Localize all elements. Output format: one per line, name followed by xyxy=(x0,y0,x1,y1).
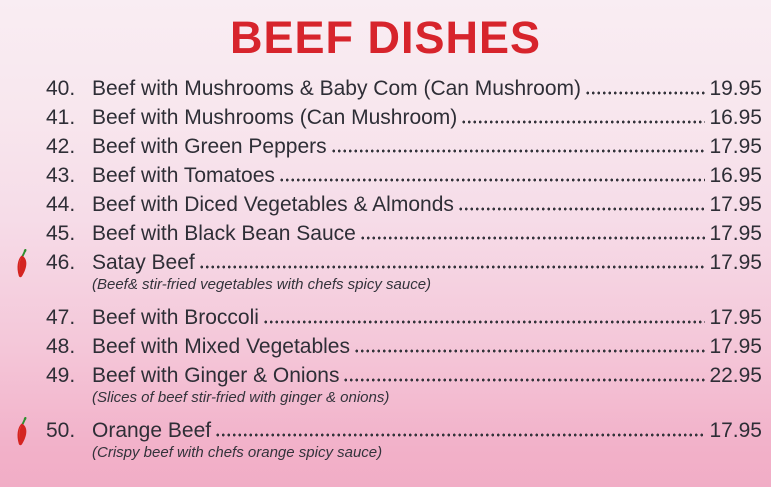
menu-item-price: 19.95 xyxy=(709,77,762,100)
menu-item-body xyxy=(92,361,762,416)
menu-item-body xyxy=(92,416,762,471)
menu-item-name: Orange Beef xyxy=(92,419,212,442)
menu-item-line xyxy=(92,416,762,445)
menu-item xyxy=(6,103,762,132)
menu-item-number: 48. xyxy=(46,335,76,358)
chili-pepper-icon xyxy=(6,416,46,445)
menu-item-line xyxy=(92,74,762,103)
menu-item-body xyxy=(92,132,762,161)
menu-item-price: 22.95 xyxy=(709,364,762,387)
dot-leader xyxy=(354,349,705,353)
menu-item-name: Beef with Mushrooms & Baby Com (Can Mushroom) xyxy=(92,77,581,100)
menu-item-name: Beef with Black Bean Sauce xyxy=(92,222,356,245)
dot-leader xyxy=(343,378,705,382)
menu-item-number: 41. xyxy=(46,106,76,129)
menu-item-price: 17.95 xyxy=(709,335,762,358)
menu-item-number: 40. xyxy=(46,77,76,100)
dot-leader xyxy=(263,320,705,324)
chili-pepper-icon xyxy=(6,103,46,132)
menu-item-line xyxy=(92,332,762,361)
menu-item xyxy=(6,132,762,161)
menu-item-body xyxy=(92,103,762,132)
menu-item-body xyxy=(92,190,762,219)
menu-item-number: 47. xyxy=(46,306,76,329)
menu-item xyxy=(6,416,762,471)
menu-item-name: Satay Beef xyxy=(92,251,195,274)
menu-item-body xyxy=(92,219,762,248)
menu-item-number: 46. xyxy=(46,251,76,274)
dot-leader xyxy=(215,433,705,437)
menu-item-body xyxy=(92,248,762,303)
menu-item-number: 43. xyxy=(46,164,76,187)
menu-item-body xyxy=(92,74,762,103)
chili-pepper-icon xyxy=(6,303,46,332)
chili-pepper-icon xyxy=(6,361,46,390)
menu-item-number: 50. xyxy=(46,419,76,442)
menu-item-body xyxy=(92,332,762,361)
menu-item-line xyxy=(92,103,762,132)
menu-item-line xyxy=(92,161,762,190)
menu-list xyxy=(0,72,771,471)
menu-item-line xyxy=(92,303,762,332)
menu-item xyxy=(6,190,762,219)
menu-item-name: Beef with Tomatoes xyxy=(92,164,275,187)
menu-item xyxy=(6,161,762,190)
menu-item-price: 17.95 xyxy=(709,306,762,329)
menu-item xyxy=(6,303,762,332)
chili-pepper-icon xyxy=(6,219,46,248)
menu-item-number: 42. xyxy=(46,135,76,158)
dot-leader xyxy=(360,236,705,240)
menu-item-name: Beef with Broccoli xyxy=(92,306,259,329)
chili-pepper-icon xyxy=(6,190,46,219)
menu-item-description: (Beef& stir-fried vegetables with chefs spicy sauce) xyxy=(92,276,432,293)
menu-item-name: Beef with Mixed Vegetables xyxy=(92,335,350,358)
menu-item-number: 45. xyxy=(46,222,76,245)
menu-item-price: 16.95 xyxy=(709,164,762,187)
menu-item-description: (Slices of beef stir-fried with ginger & onions) xyxy=(92,389,390,406)
menu-item-description: (Crispy beef with chefs orange spicy sauce) xyxy=(92,444,383,461)
menu-item xyxy=(6,219,762,248)
menu-item-name: Beef with Green Peppers xyxy=(92,135,327,158)
dot-leader xyxy=(458,207,705,211)
menu-item-price: 17.95 xyxy=(709,193,762,216)
menu-item-name: Beef with Mushrooms (Can Mushroom) xyxy=(92,106,458,129)
menu-item xyxy=(6,74,762,103)
menu-item-line xyxy=(92,132,762,161)
menu-item-line xyxy=(92,219,762,248)
chili-pepper-icon xyxy=(6,74,46,103)
dot-leader xyxy=(461,120,705,124)
menu-item xyxy=(6,361,762,416)
chili-pepper-icon xyxy=(6,132,46,161)
menu-item-price: 17.95 xyxy=(709,135,762,158)
menu-item xyxy=(6,248,762,303)
menu-item-line xyxy=(92,248,762,277)
page-title: BEEF DISHES xyxy=(229,12,542,63)
menu-item-body xyxy=(92,161,762,190)
chili-pepper-icon xyxy=(6,332,46,361)
menu-item-name: Beef with Diced Vegetables & Almonds xyxy=(92,193,454,216)
menu-item-price: 17.95 xyxy=(709,419,762,442)
chili-pepper-icon xyxy=(6,161,46,190)
menu-item-number: 44. xyxy=(46,193,76,216)
chili-pepper-icon xyxy=(6,248,46,277)
menu-item-price: 17.95 xyxy=(709,222,762,245)
menu-item-price: 16.95 xyxy=(709,106,762,129)
dot-leader xyxy=(585,91,705,95)
menu-item xyxy=(6,332,762,361)
menu-item-number: 49. xyxy=(46,364,76,387)
menu-item-name: Beef with Ginger & Onions xyxy=(92,364,340,387)
menu-item-line xyxy=(92,190,762,219)
dot-leader xyxy=(331,149,705,153)
menu-item-price: 17.95 xyxy=(709,251,762,274)
dot-leader xyxy=(199,265,705,269)
dot-leader xyxy=(279,178,705,182)
menu-item-body xyxy=(92,303,762,332)
menu-item-line xyxy=(92,361,762,390)
